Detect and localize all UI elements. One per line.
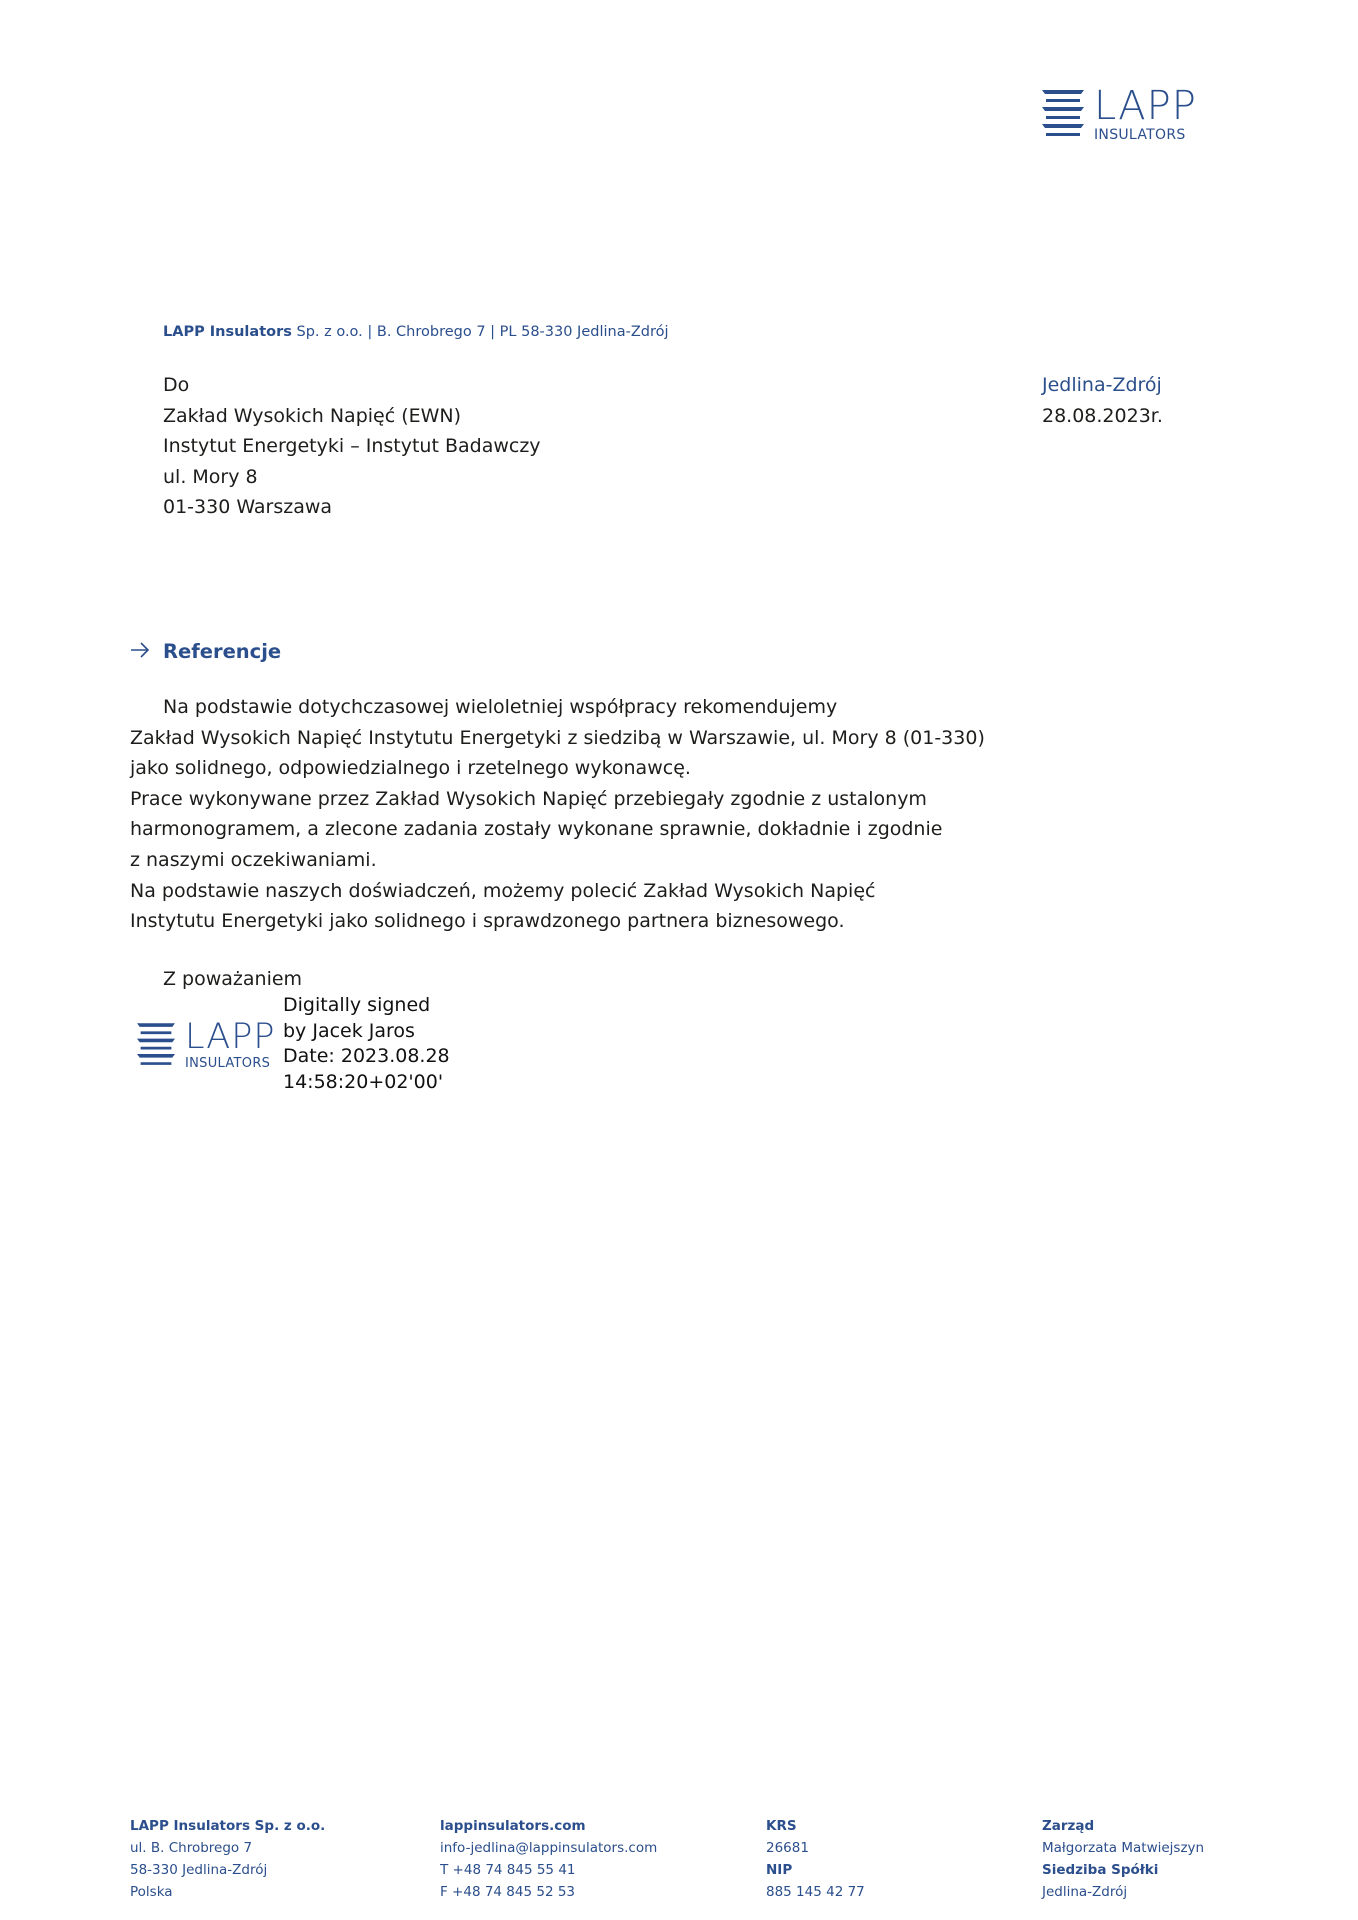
signature-line: Date: 2023.08.28 [283,1045,450,1067]
recipient-line: Instytut Energetyki – Instytut Badawczy [163,435,541,457]
signature-line: Digitally signed [283,994,431,1016]
stacked-bars-icon [1042,89,1084,139]
footer-krs-label: KRS [766,1818,797,1834]
body-line: Instytutu Energetyki jako solidnego i sprawdzonego partnera biznesowego. [130,910,845,933]
footer-column-company [130,1815,325,1903]
body-line: jako solidnego, odpowiedzialnego i rzetelnego wykonawcę. [130,757,691,780]
signature-logo-subtitle: INSULATORS [185,1056,271,1071]
body-line: Prace wykonywane przez Zakład Wysokich Napięć przebiegały zgodnie z ustalonym [130,787,927,810]
recipient-address [163,370,541,523]
signature-line: 14:58:20+02'00' [283,1070,444,1093]
arrow-right-icon [130,640,163,663]
subject-title: Referencje [163,640,282,663]
footer-company-name: LAPP Insulators Sp. z o.o. [130,1818,326,1834]
digital-signature [283,993,450,1095]
footer-seat-value: Jedlina-Zdrój [1042,1884,1128,1900]
date: 28.08.2023r. [1042,404,1163,427]
footer-fax: F +48 74 845 52 53 [440,1884,576,1900]
footer-website[interactable]: lappinsulators.com [440,1818,586,1834]
footer-column-registry [766,1815,865,1903]
footer-nip-label: NIP [766,1862,793,1878]
footer-krs-value: 26681 [766,1840,809,1856]
sender-address: Sp. z o.o. | B. Chrobrego 7 | PL 58-330 Jedlina-Zdrój [291,324,669,340]
letter-body [130,692,1010,937]
company-logo [1042,83,1197,143]
body-line: z naszymi oczekiwaniami. [130,848,377,871]
recipient-line: Do [163,374,190,396]
body-line: Na podstawie dotychczasowej wieloletniej współpracy rekomendujemy [163,696,838,718]
footer-board-label: Zarząd [1042,1818,1095,1834]
body-line: Zakład Wysokich Napięć Instytutu Energetyki z siedzibą w Warszawie, ul. Mory 8 (01-330) [130,726,985,749]
footer-nip-value: 885 145 42 77 [766,1884,865,1900]
signature-logo [137,1017,276,1071]
signature-line: by Jacek Jaros [283,1019,415,1042]
closing-salutation: Z poważaniem [163,968,303,990]
recipient-line: ul. Mory 8 [163,465,258,488]
logo-subtitle: INSULATORS [1094,127,1186,143]
footer-city: 58-330 Jedlina-Zdrój [130,1862,268,1878]
footer-board-member: Małgorzata Matwiejszyn [1042,1840,1205,1856]
footer-column-contact [440,1815,657,1903]
place-and-date [1042,370,1163,431]
footer-street: ul. B. Chrobrego 7 [130,1840,253,1856]
footer-column-board [1042,1815,1204,1903]
recipient-line: Zakład Wysokich Napięć (EWN) [163,404,462,427]
body-line: Na podstawie naszych doświadczeń, możemy polecić Zakład Wysokich Napięć [130,879,876,902]
recipient-line: 01-330 Warszawa [163,496,333,518]
sender-address-line [163,324,669,340]
footer-phone: T +48 74 845 55 41 [440,1862,576,1878]
sender-company: LAPP Insulators [163,324,292,340]
footer-email[interactable]: info-jedlina@lappinsulators.com [440,1840,658,1856]
body-line: harmonogramem, a zlecone zadania zostały wykonane sprawnie, dokładnie i zgodnie [130,818,943,841]
subject-heading [130,640,281,663]
footer-seat-label: Siedziba Spółki [1042,1862,1159,1878]
logo-wordmark: LAPP [1094,83,1197,129]
stacked-bars-icon [137,1022,175,1068]
place: Jedlina-Zdrój [1042,374,1162,396]
signature-logo-wordmark: LAPP [185,1017,276,1057]
footer-country: Polska [130,1884,173,1900]
